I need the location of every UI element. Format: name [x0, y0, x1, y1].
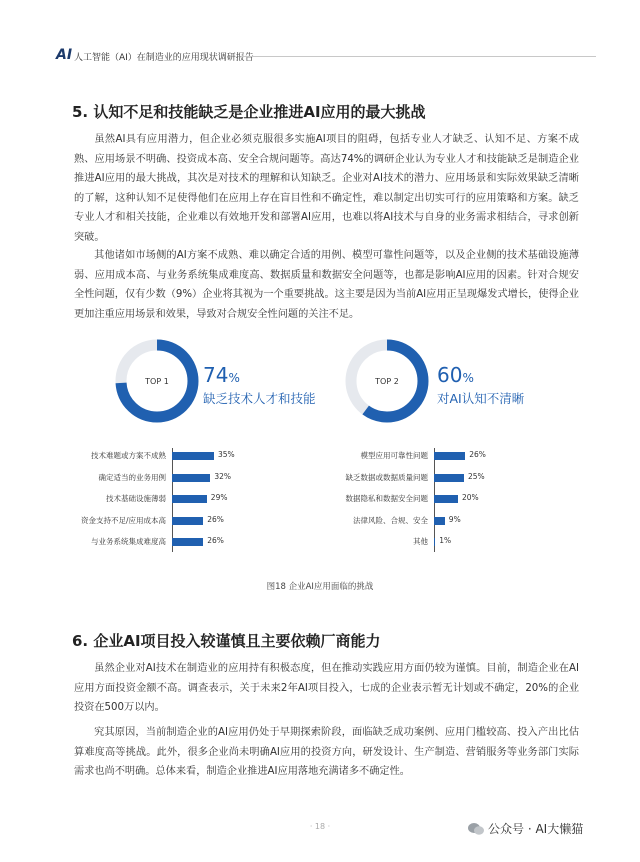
bar-category-label: 技术基础设施薄弱: [106, 494, 166, 503]
bar-category-label: 确定适当的业务用例: [98, 472, 166, 482]
bar: [172, 517, 203, 525]
report-logo: AI: [56, 47, 73, 63]
top2-percent: 60%: [437, 363, 474, 387]
top1-donut: [112, 336, 202, 426]
bar-value-label: 1%: [439, 536, 452, 545]
page-header: [56, 47, 596, 67]
bar-value-label: 26%: [207, 536, 224, 545]
bar-value-label: 35%: [218, 450, 235, 459]
bar: [434, 452, 465, 460]
top2-badge: TOP 2: [375, 377, 399, 386]
bar: [434, 538, 435, 546]
section5-paragraph-1: 虽然AI具有应用潜力，但企业必须克服很多实施AI项目的阻碍，包括专业人才缺乏、认知不足、方案不成熟、应用场景不明确、投资成本高、安全合规问题等。高达74%的调研企业认为专业人才和技能缺乏是制造企业推进AI应用的最大挑战，其次是对技术的理解和认知缺乏。企业对AI技术的潜力、应用场景和实际效果缺乏清晰的了解，这种认知不足使得他们在应用上存在盲目性和不确定性，难以制定出切实可行的应用策略和方案。缺乏专业人才和相关技能，企业难以有效地开发和部署AI应用，也难以将AI技术与自身的业务需求相结合，寻求创新突破。: [74, 134, 579, 243]
bar-category-label: 模型应用可靠性问题: [360, 451, 428, 460]
top1-percent: 74%: [203, 363, 240, 387]
section6-paragraph-1: 虽然企业对AI技术在制造业的应用持有积极态度，但在推动实践应用方面仍较为谨慎。目前，制造企业在AI应用方面投资金额不高。调查表示，关于未来2年AI项目投入，七成的企业表示暂无计划或不确定，20%的企业投资在500万以内。: [74, 663, 579, 714]
bar-category-label: 数据隐私和数据安全问题: [345, 494, 428, 503]
bar-category-label: 缺乏数据或数据质量问题: [345, 472, 428, 482]
bar-value-label: 20%: [462, 493, 479, 502]
header-rule: [242, 56, 596, 57]
bar-value-label: 26%: [207, 514, 224, 524]
bar-value-label: 29%: [210, 493, 228, 502]
page-number: · 18 ·: [309, 822, 331, 831]
figure-caption: 图18 企业AI应用面临的挑战: [266, 582, 374, 592]
header-title: 人工智能（AI）在制造业的应用现状调研报告: [74, 53, 254, 63]
wechat-watermark: 公众号 · AI大懒猫: [468, 820, 583, 837]
bar-category-label: 资金支持不足/应用成本高: [80, 515, 166, 525]
bar: [434, 517, 445, 525]
top2-donut: [342, 336, 432, 426]
section6-paragraph-2: 究其原因，当前制造企业的AI应用仍处于早期探索阶段，面临缺乏成功案例、应用门槛较高、投入产出比估算难度高等挑战。此外，很多企业尚未明确AI应用的投资方向，研发设计、生产制造、营销服务等业务部门实际需求也尚不明确。总体来看，制造企业推进AI应用落地充满诸多不确定性。: [74, 727, 579, 778]
bar: [172, 474, 210, 482]
top1-label: 缺乏技术人才和技能: [203, 391, 316, 406]
bar: [172, 538, 203, 546]
section5-heading: 5. 认知不足和技能缺乏是企业推进AI应用的最大挑战: [72, 103, 426, 121]
section6-heading: 6. 企业AI项目投入较谨慎且主要依赖厂商能力: [72, 632, 381, 650]
bar-category-label: 技术难题或方案不成熟: [91, 451, 166, 460]
bar-value-label: 9%: [448, 514, 461, 524]
top1-badge: TOP 1: [145, 377, 169, 386]
bar-value-label: 32%: [214, 471, 232, 481]
section5-paragraph-2: 其他诸如市场侧的AI方案不成熟、难以确定合适的用例、模型可靠性问题等，以及企业侧的技术基础设施薄弱、应用成本高、与业务系统集成难度高、数据质量和数据安全问题等，也都是影响AI应用的因素。针对合规安全性问题，仅有少数（9%）企业将其视为一个重要挑战。这主要是因为当前AI应用正呈现爆发式增长，使得企业更加注重应用场景和效果，导致对合规安全性问题的关注不足。: [74, 250, 579, 320]
bar-category-label: 与业务系统集成难度高: [91, 537, 166, 546]
bar-value-label: 25%: [468, 471, 485, 481]
wechat-icon: [468, 822, 484, 836]
bar-category-label: 法律风险、合规、安全: [353, 515, 428, 525]
bar-category-label: 其他: [413, 537, 428, 546]
bar-value-label: 26%: [469, 450, 486, 459]
bar: [434, 495, 458, 503]
bar: [434, 474, 464, 482]
bar: [172, 452, 214, 460]
top2-label: 对AI认知不清晰: [437, 391, 525, 406]
bar: [172, 495, 207, 503]
